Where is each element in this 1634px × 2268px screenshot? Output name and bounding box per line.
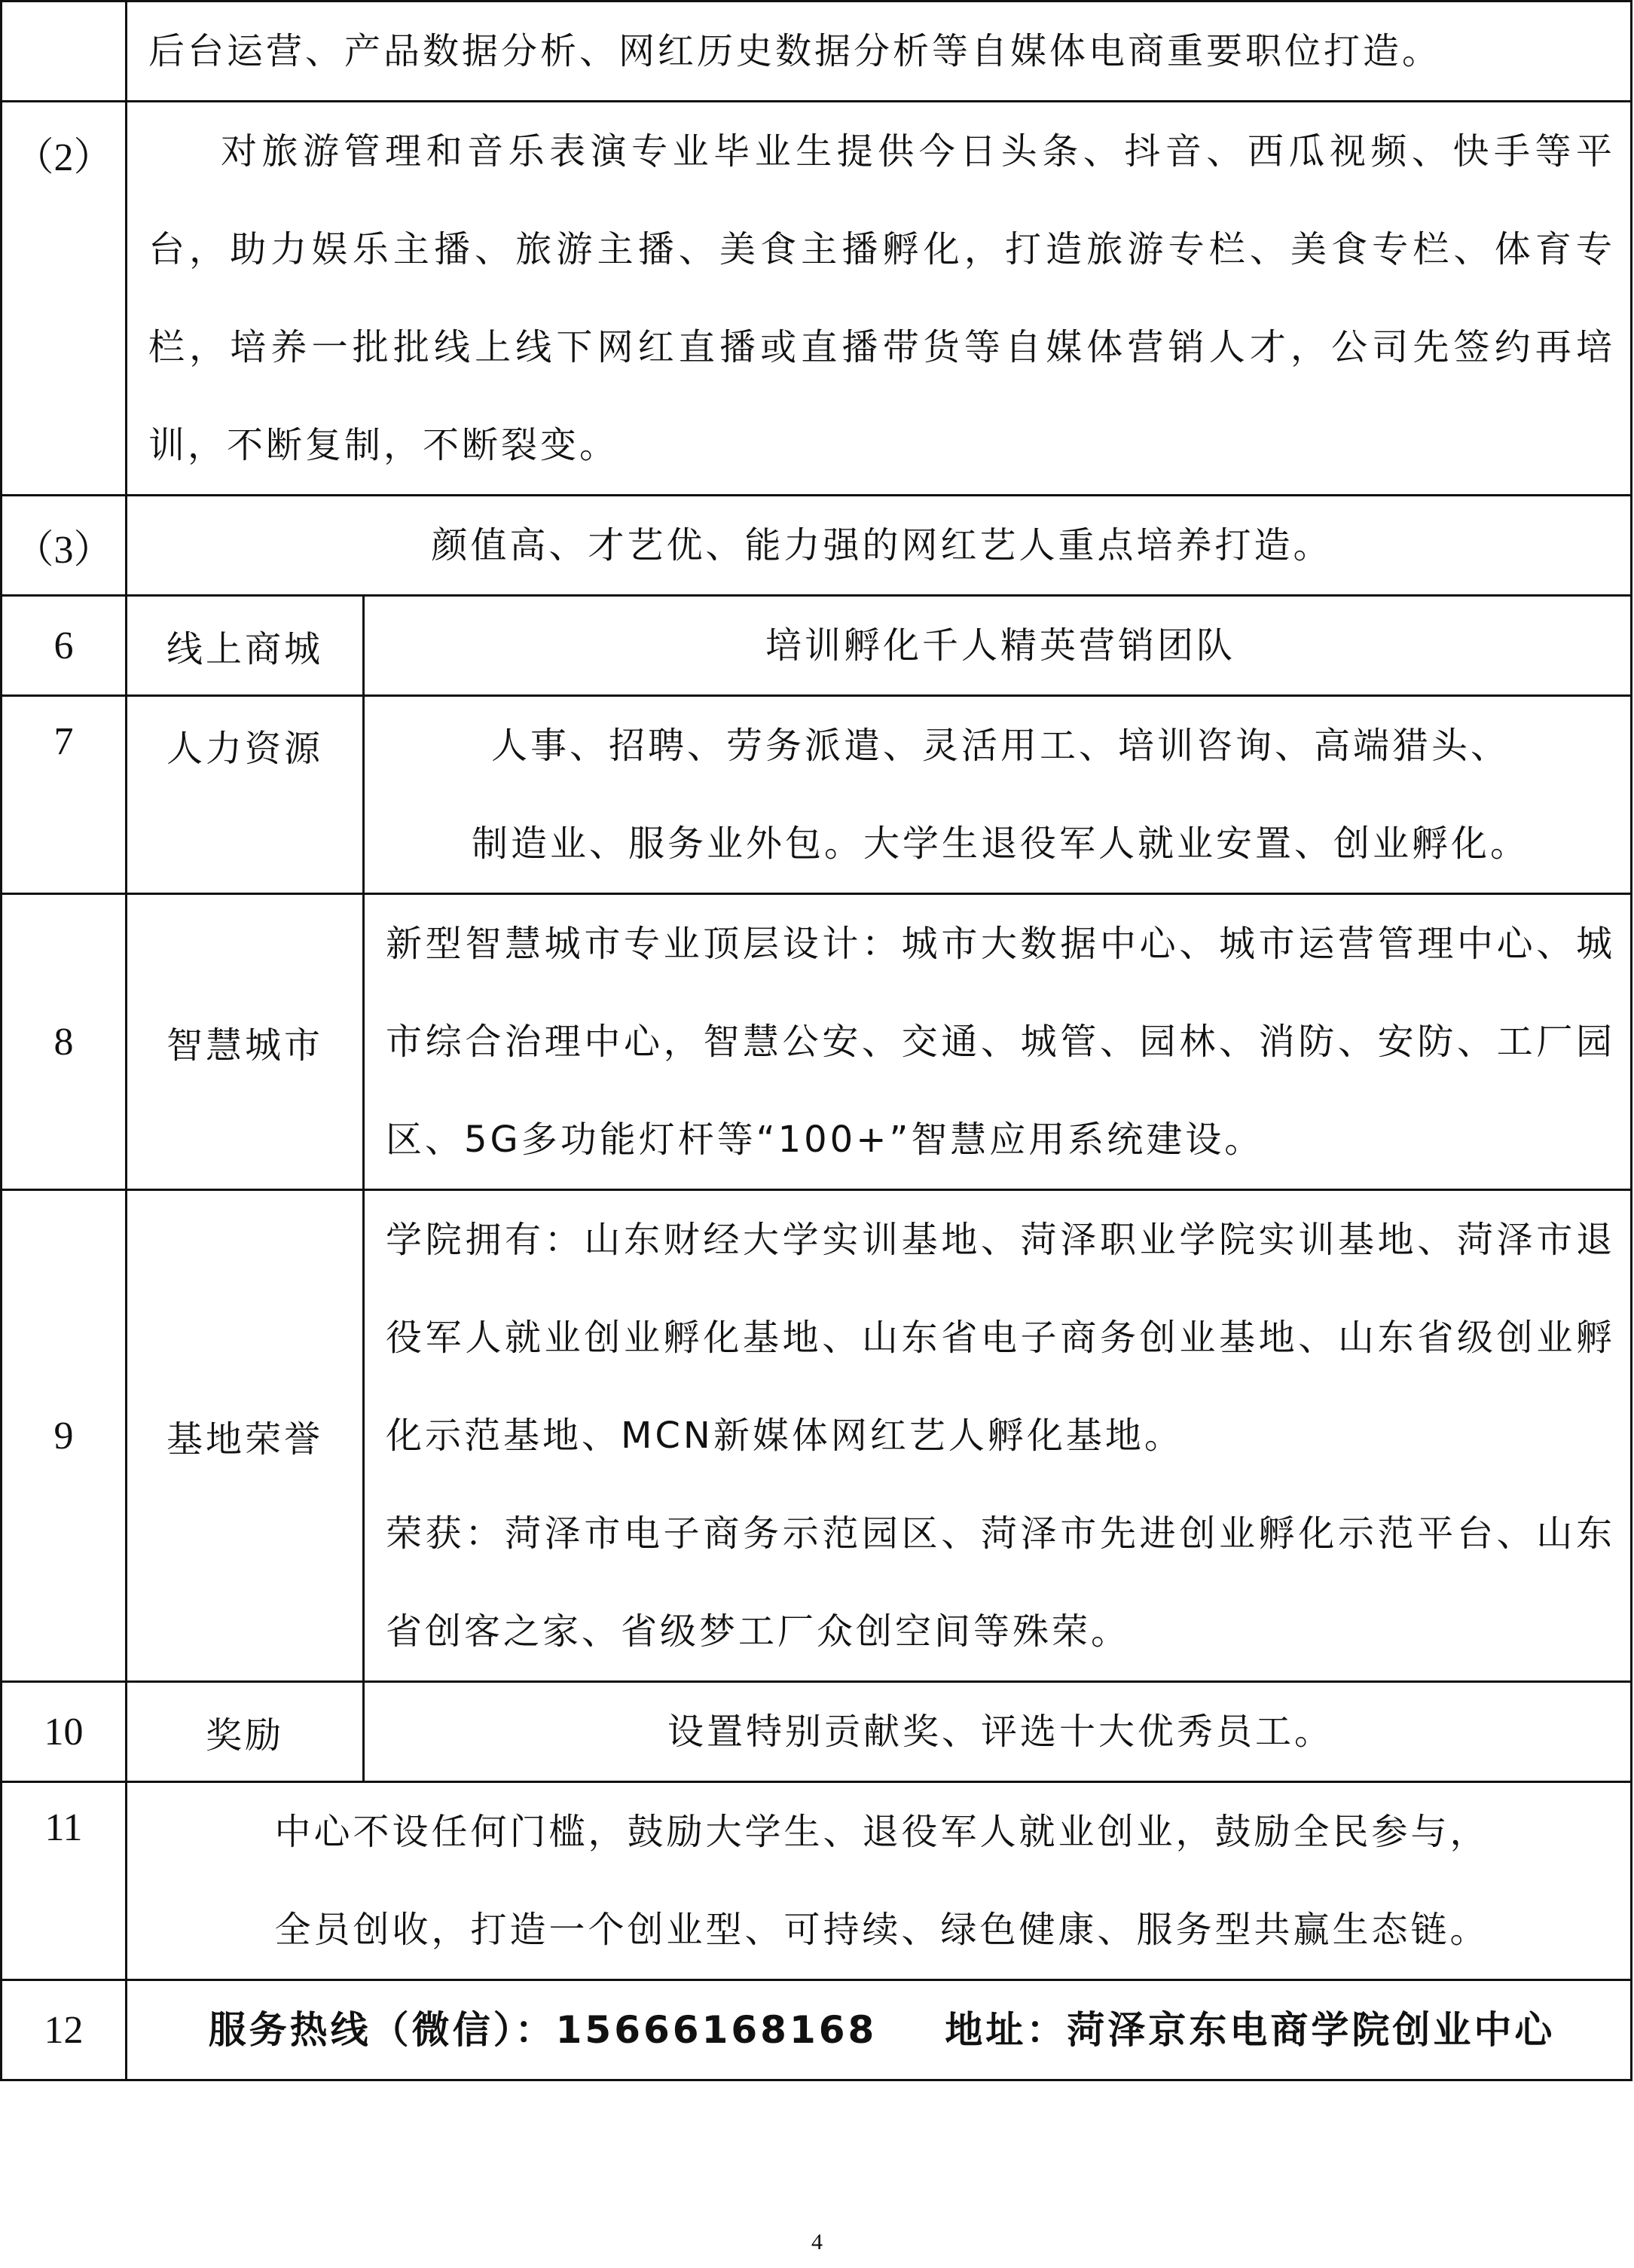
row-category: 基地荣誉 bbox=[127, 1190, 364, 1682]
table-row bbox=[2, 2, 1632, 102]
row-text: 培训孵化千人精英营销团队 bbox=[364, 596, 1632, 696]
table-row bbox=[2, 102, 1632, 496]
table-row bbox=[2, 496, 1632, 596]
row-category: 智慧城市 bbox=[127, 894, 364, 1190]
contact-info bbox=[127, 1980, 1632, 2080]
row-text: 对旅游管理和音乐表演专业毕业生提供今日头条、抖音、西瓜视频、快手等平台，助力娱乐主播、旅游主播、美食主播孵化，打造旅游专栏、美食专栏、体育专栏，培养一批批线上线下网红直播或直播带货等自媒体营销人才，公司先签约再培训，不断复制，不断裂变。 bbox=[127, 102, 1632, 496]
row-number: （3） bbox=[2, 496, 127, 596]
row-text-paragraph: 荣获：菏泽市电子商务示范园区、菏泽市先进创业孵化示范平台、山东省创客之家、省级梦工厂众创空间等殊荣。 bbox=[386, 1513, 1615, 1653]
row-number: 10 bbox=[2, 1682, 127, 1782]
table-row bbox=[2, 894, 1632, 1190]
row-number bbox=[2, 2, 127, 102]
table-row bbox=[2, 1782, 1632, 1980]
row-number: 6 bbox=[2, 596, 127, 696]
row-text-line: 中心不设任何门槛，鼓励大学生、退役军人就业创业，鼓励全民参与， bbox=[274, 1811, 1489, 1853]
table-row bbox=[2, 696, 1632, 894]
row-number: （2） bbox=[2, 102, 127, 496]
page-number: 4 bbox=[811, 2230, 823, 2254]
row-text-line: 全员创收，打造一个创业型、可持续、绿色健康、服务型共赢生态链。 bbox=[274, 1909, 1489, 1951]
row-text: 颜值高、才艺优、能力强的网红艺人重点培养打造。 bbox=[127, 496, 1632, 596]
row-category: 奖励 bbox=[127, 1682, 364, 1782]
address: 地址：菏泽京东电商学院创业中心 bbox=[945, 2008, 1556, 2052]
row-text-paragraph: 学院拥有：山东财经大学实训基地、菏泽职业学院实训基地、菏泽市退役军人就业创业孵化基地、山东省电子商务创业基地、山东省级创业孵化示范基地、MCN新媒体网红艺人孵化基地。 bbox=[386, 1219, 1615, 1457]
row-number: 12 bbox=[2, 1980, 127, 2080]
row-number: 9 bbox=[2, 1190, 127, 1682]
hotline: 服务热线（微信）：15666168168 bbox=[208, 2008, 878, 2052]
row-text-line: 制造业、服务业外包。大学生退役军人就业安置、创业孵化。 bbox=[471, 823, 1529, 865]
row-text bbox=[127, 1782, 1632, 1980]
row-number: 11 bbox=[2, 1782, 127, 1980]
table-row bbox=[2, 1190, 1632, 1682]
table-row bbox=[2, 1980, 1632, 2080]
row-text-line: 人事、招聘、劳务派遣、灵活用工、培训咨询、高端猎头、 bbox=[490, 725, 1510, 767]
row-number: 7 bbox=[2, 696, 127, 894]
row-number: 8 bbox=[2, 894, 127, 1190]
row-category: 人力资源 bbox=[127, 696, 364, 894]
row-text: 新型智慧城市专业顶层设计：城市大数据中心、城市运营管理中心、城市综合治理中心，智慧公安、交通、城管、园林、消防、安防、工厂园区、5G多功能灯杆等“100+”智慧应用系统建设。 bbox=[364, 894, 1632, 1190]
table-row bbox=[2, 596, 1632, 696]
row-text bbox=[364, 696, 1632, 894]
row-text bbox=[364, 1190, 1632, 1682]
row-category: 线上商城 bbox=[127, 596, 364, 696]
row-text: 设置特别贡献奖、评选十大优秀员工。 bbox=[364, 1682, 1632, 1782]
table-row bbox=[2, 1682, 1632, 1782]
row-text: 后台运营、产品数据分析、网红历史数据分析等自媒体电商重要职位打造。 bbox=[127, 2, 1632, 102]
